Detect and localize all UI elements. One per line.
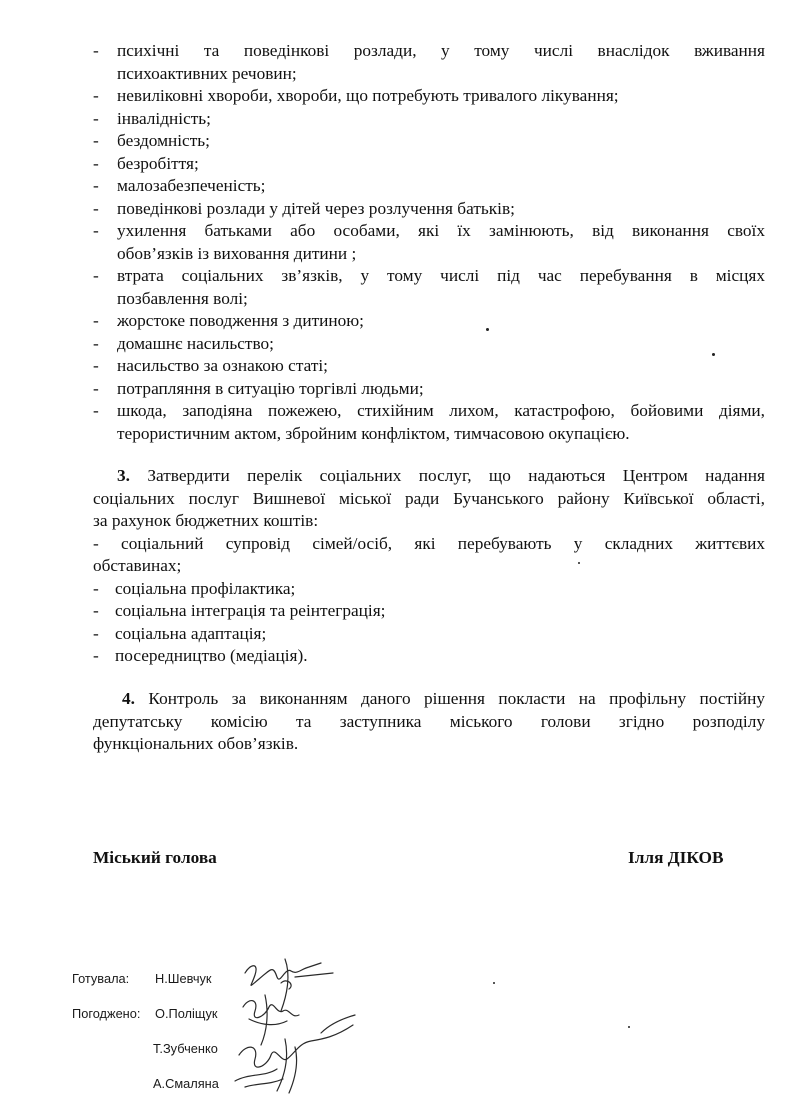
- scan-speck: [712, 353, 715, 356]
- agreed-name-1: О.Поліщук: [155, 1006, 218, 1021]
- scan-speck: [578, 562, 580, 564]
- section-3-line-2: соціальних послуг Вишневої міської ради Бучанського району Київської області,: [93, 488, 765, 508]
- prepared-label: Готувала:: [72, 971, 130, 986]
- agreed-name-2: Т.Зубченко: [153, 1041, 218, 1056]
- section-4-line-3: функціональних обов’язків.: [93, 734, 299, 753]
- handwritten-signatures: [225, 955, 365, 1105]
- scan-speck: [628, 1026, 630, 1028]
- section-4-line-1: 4. Контроль за виконанням даного рішення покласти на профільну постійну: [122, 689, 765, 708]
- mayor-title: Міський голова: [93, 848, 217, 867]
- scan-speck: [486, 328, 489, 331]
- section-3-line-1: 3. Затвердити перелік соціальних послуг, що надаються Центром надання: [117, 466, 765, 485]
- section-4-number: 4.: [122, 689, 135, 708]
- section-3-line-3: за рахунок бюджетних коштів:: [93, 511, 319, 530]
- mayor-name: Ілля ДІКОВ: [628, 848, 724, 867]
- section-3-item-first: - соціальний супровід сімей/осіб, які перебувають у складних життєвих: [93, 533, 765, 553]
- section-4-line-2: депутатську комісію та заступника міського голови згідно розподілу: [93, 711, 765, 731]
- section-3-item-first-cont: обставинах;: [93, 556, 182, 575]
- section-3-number: 3.: [117, 466, 130, 485]
- agreed-name-3: А.Смаляна: [153, 1076, 219, 1091]
- scan-speck: [493, 982, 495, 984]
- document-page: - психічні та поведінкові розлади, у тому числі внаслідок вживання психоактивних речовин; - невиліковні хвороби, хвороби, що потребують тривалого лікування; - інвалідність; - бездомність; - безробіття; - малозабезпеченість; - поведінкові розлади у дітей через розлучення батьків; - ухилення батьками або особами, які їх замінюють, від виконання своїх обов’язків із виховання дитини ; - втрата соціальних зв’язків, у тому числі під час перебування в місцях позбавлення волі; - жорстоке поводження з дитиною; - домашнє насильство; - насильство за ознакою статі; - потрапляння в ситуацію торгівлі людьми; - шкода, заподіяна пожежею, стихійним лихом, катастрофою, бойовими діями, терористичним актом, збройним конфліктом, тимчасовою окупацією. 3. Затвердити перелік соціальних послуг, що надаються Центром надання соціальних послуг Вишневої міської ради Бучанського району Київської області, за рахунок бюджетних коштів: - соціальний супровід сімей/осіб, які перебувають у складних життєвих обставинах; - соціальна профілактика; - соціальна інтеграція та реінтеграція; - соціальна адаптація; - посередництво (медіація). 4. Контроль за виконанням даного рішення покласти на профільну постійну депутатську комісію та заступника міського голови згідно розподілу функціональних обов’язків. Міський голова Ілля ДІКОВ Готувала: Н.Шевчук Погоджено: О.Поліщук Т.Зубченко А.Смаляна: [0, 0, 800, 1116]
- agreed-label: Погоджено:: [72, 1006, 141, 1021]
- prepared-name: Н.Шевчук: [155, 971, 212, 986]
